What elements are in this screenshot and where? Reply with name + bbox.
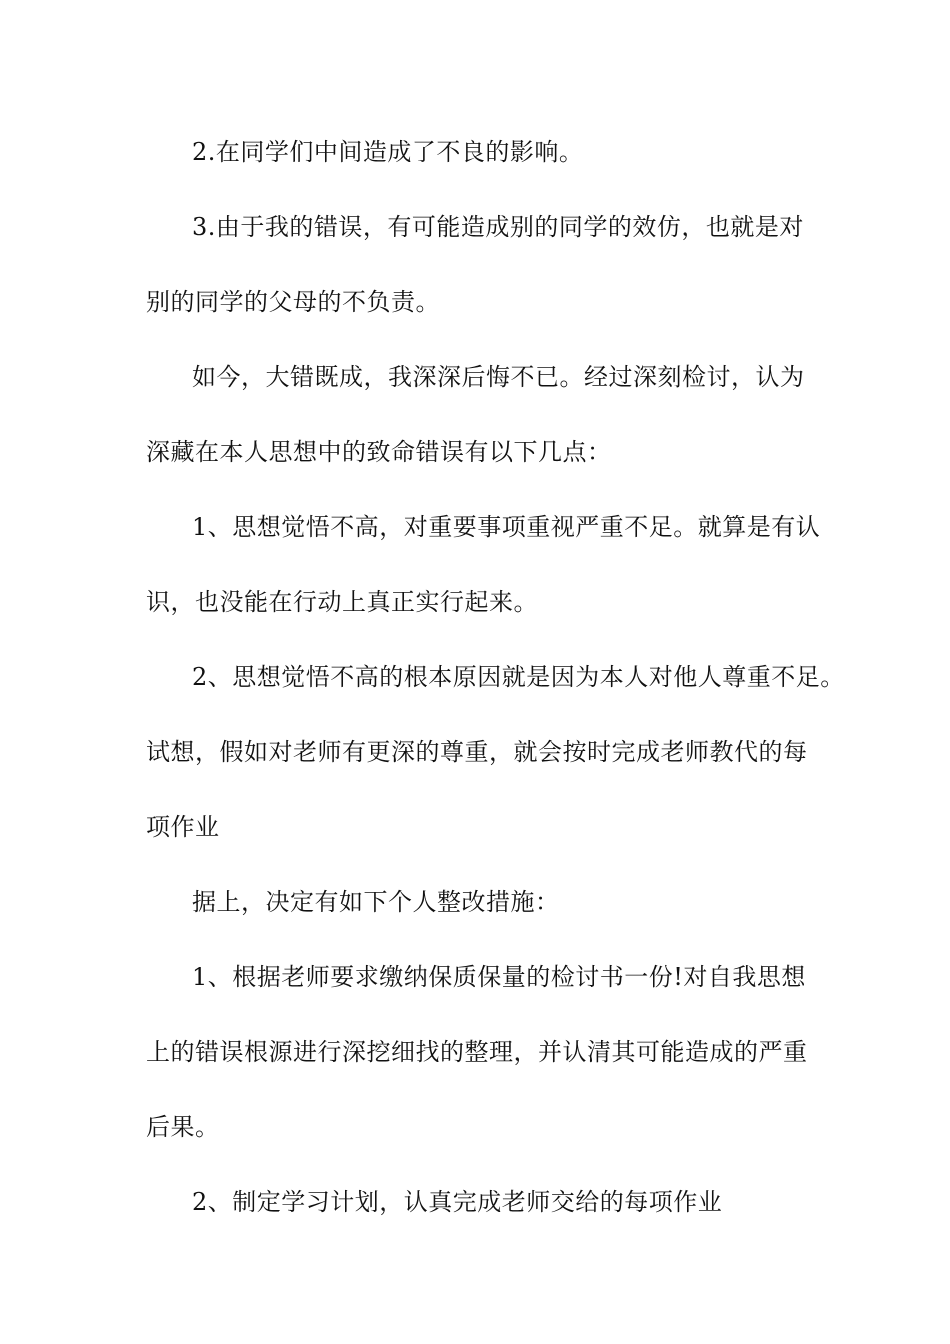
paragraph-line: 后果。 [146, 1113, 220, 1141]
paragraph-line: 识，也没能在行动上真正实行起来。 [146, 588, 538, 616]
paragraph-line: 试想，假如对老师有更深的尊重，就会按时完成老师教代的每 [146, 738, 808, 766]
paragraph-line: 2.在同学们中间造成了不良的影响。 [192, 138, 584, 166]
paragraph-line: 据上，决定有如下个人整改措施： [192, 888, 560, 916]
paragraph-line: 2、思想觉悟不高的根本原因就是因为本人对他人尊重不足。 [192, 663, 845, 691]
paragraph-line: 如今，大错既成，我深深后悔不已。经过深刻检讨，认为 [192, 363, 805, 391]
paragraph-line: 2、制定学习计划，认真完成老师交给的每项作业 [192, 1188, 723, 1216]
paragraph-line: 1、思想觉悟不高，对重要事项重视严重不足。就算是有认 [192, 513, 821, 541]
paragraph-line: 项作业 [146, 813, 220, 841]
paragraph-line: 别的同学的父母的不负责。 [146, 288, 440, 316]
paragraph-line: 深藏在本人思想中的致命错误有以下几点： [146, 438, 612, 466]
paragraph-line: 上的错误根源进行深挖细找的整理，并认清其可能造成的严重 [146, 1038, 808, 1066]
paragraph-line: 3.由于我的错误，有可能造成别的同学的效仿，也就是对 [192, 213, 804, 241]
paragraph-line: 1、根据老师要求缴纳保质保量的检讨书一份!对自我思想 [192, 963, 806, 991]
